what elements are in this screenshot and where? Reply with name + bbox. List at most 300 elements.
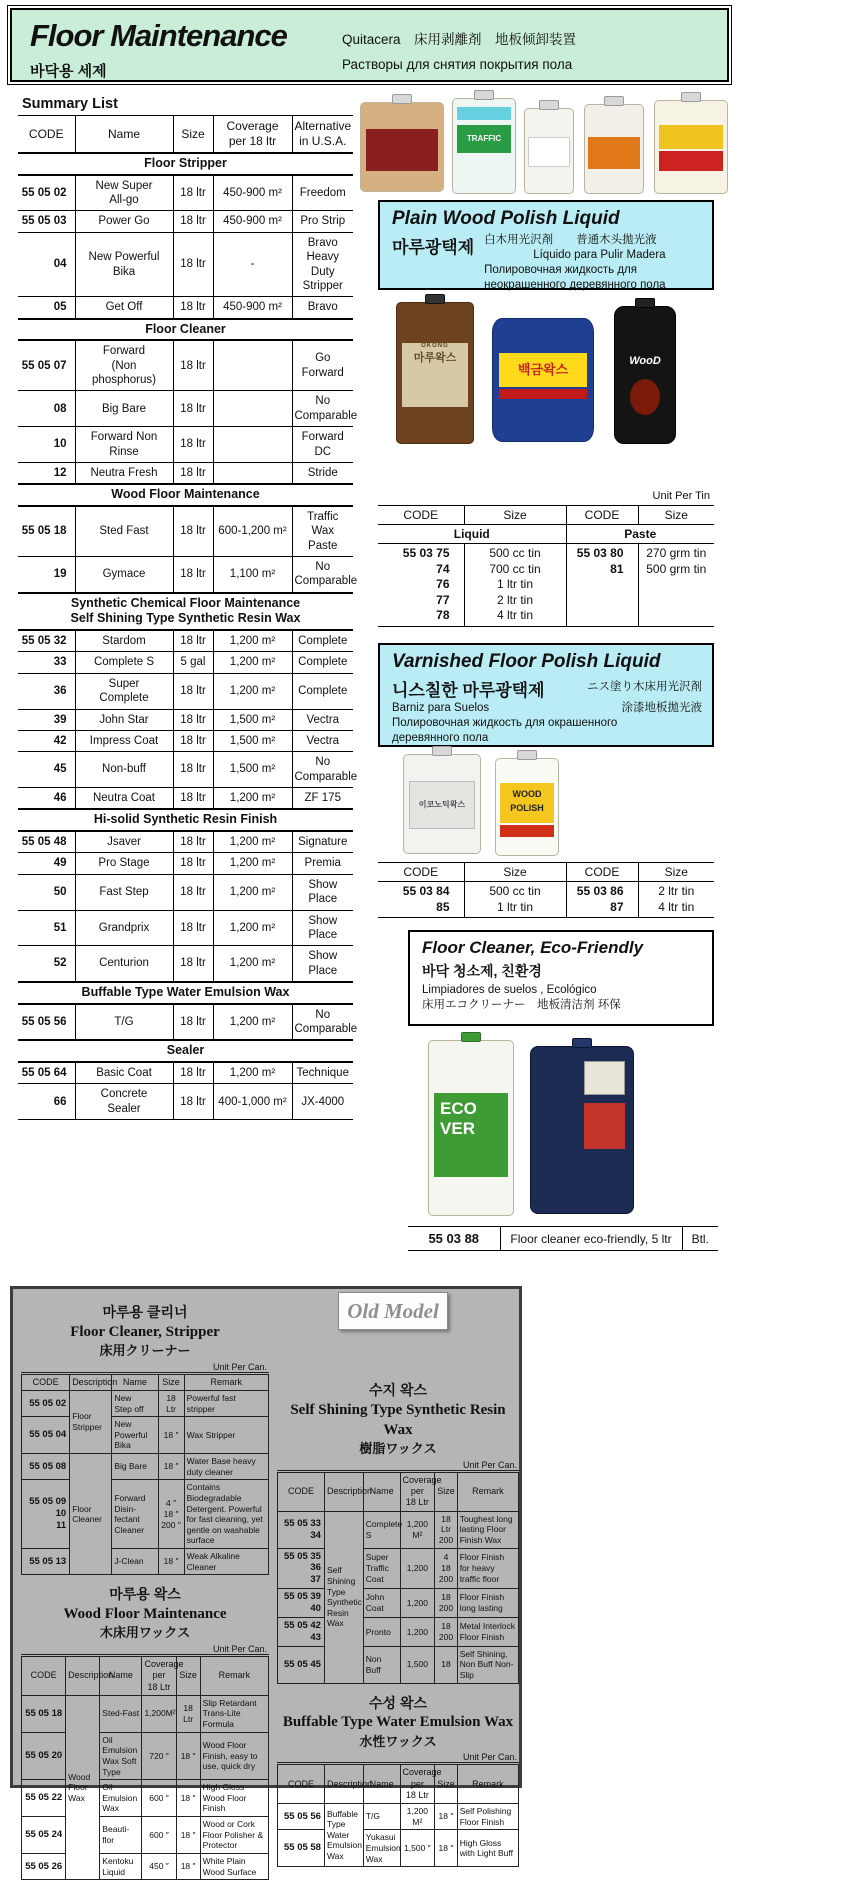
- old-column-header: Remark: [457, 1765, 518, 1804]
- header-titles: [30, 18, 330, 80]
- tin-code-cell: 55 03 80 81: [566, 544, 638, 627]
- old-table-row: [22, 1390, 269, 1416]
- summary-cell: Big Bare: [75, 391, 173, 427]
- eco-panel: [408, 930, 714, 1026]
- old-column-header: Size: [435, 1472, 457, 1511]
- summary-cell: 18 ltr: [173, 1084, 213, 1120]
- product-photo-yellow-label-jug: [654, 100, 728, 194]
- old-column-header: CODE: [22, 1657, 66, 1696]
- summary-cell: Pro Stage: [75, 853, 173, 874]
- summary-cell: [213, 427, 292, 463]
- bottle-cap: [432, 746, 452, 756]
- old-coverage-cell: 1,200: [400, 1548, 435, 1589]
- summary-cell: 18 ltr: [173, 297, 213, 319]
- summary-cell: 45: [18, 752, 75, 788]
- old-cleaner-japanese: 床用クリーナー: [99, 1343, 191, 1359]
- summary-cell: Pro Strip: [292, 211, 353, 232]
- summary-cell: Power Go: [75, 211, 173, 232]
- plain-wood-korean: 마루광택제: [392, 238, 475, 257]
- plain-wood-product-photos: [388, 298, 708, 448]
- old-remark-cell: High Gloss with Light Buff: [457, 1830, 518, 1867]
- old-table-row: [22, 1454, 269, 1480]
- summary-section-heading: Hi-solid Synthetic Resin Finish: [18, 809, 353, 831]
- tin-column-header: CODE: [566, 506, 638, 525]
- old-size-cell: 18 Ltr: [158, 1390, 184, 1416]
- summary-row: [18, 673, 353, 709]
- summary-section-row: [18, 593, 353, 630]
- summary-cell: 18 ltr: [173, 788, 213, 810]
- old-column-header: Remark: [457, 1472, 518, 1511]
- summary-cell: 1,200 m²: [213, 1062, 292, 1084]
- summary-cell: 18 ltr: [173, 391, 213, 427]
- summary-cell: 450-900 m²: [213, 297, 292, 319]
- old-coverage-cell: 450 ″: [142, 1853, 176, 1879]
- summary-row: [18, 1004, 353, 1041]
- old-remark-cell: Wood Floor Finish, easy to use, quick dry: [200, 1732, 268, 1780]
- tin-size-cell: 500 cc tin 1 ltr tin: [464, 882, 566, 918]
- old-name-cell: John Coat: [363, 1589, 400, 1618]
- summary-section-heading: Floor Stripper: [18, 153, 353, 175]
- summary-cell: John Star: [75, 709, 173, 730]
- old-model-left-column: [21, 1303, 269, 1890]
- summary-cell: 51: [18, 910, 75, 946]
- summary-cell: Super Complete: [75, 673, 173, 709]
- old-coverage-cell: 1,200M²: [142, 1695, 176, 1732]
- product-photo-baekgeum-tin: [492, 318, 594, 442]
- summary-cell: ZF 175: [292, 788, 353, 810]
- old-size-cell: 18 ″: [176, 1853, 200, 1879]
- summary-cell: Grandprix: [75, 910, 173, 946]
- summary-section-heading: Buffable Type Water Emulsion Wax: [18, 982, 353, 1004]
- old-name-cell: Super Traffic Coat: [363, 1548, 400, 1589]
- summary-cell: Freedom: [292, 175, 353, 211]
- summary-cell: 1,200 m²: [213, 788, 292, 810]
- summary-cell: Stardom: [75, 630, 173, 652]
- summary-cell: 55 05 56: [18, 1004, 75, 1041]
- eco-title: Floor Cleaner, Eco-Friendly: [422, 938, 644, 957]
- summary-cell: 05: [18, 297, 75, 319]
- flame-graphic: [630, 379, 660, 415]
- eco-table-row: [408, 1227, 718, 1251]
- plain-wood-panel: [378, 200, 714, 290]
- summary-cell: 1,500 m²: [213, 752, 292, 788]
- summary-cell: 42: [18, 730, 75, 751]
- summary-cell: 55 05 48: [18, 831, 75, 853]
- summary-row: [18, 910, 353, 946]
- summary-cell: Show Place: [292, 910, 353, 946]
- summary-cell: 50: [18, 874, 75, 910]
- summary-cell: Centurion: [75, 946, 173, 982]
- old-resin-english: Self Shining Type Synthetic Resin Wax: [290, 1401, 506, 1439]
- summary-row: [18, 175, 353, 211]
- old-model-panel: [10, 1286, 522, 1877]
- old-description-cell: Self Shining Type Synthetic Resin Wax: [324, 1511, 363, 1683]
- summary-cell: [213, 340, 292, 391]
- product-photo-ecover-bottle: [428, 1040, 514, 1216]
- old-column-header: Name: [100, 1657, 142, 1696]
- old-description-cell: Floor Stripper: [70, 1390, 112, 1453]
- summary-cell: Signature: [292, 831, 353, 853]
- old-header-row: [22, 1657, 269, 1696]
- summary-cell: 1,200 m²: [213, 630, 292, 652]
- summary-cell: Concrete Sealer: [75, 1084, 173, 1120]
- tin-group-paste: Paste: [566, 525, 714, 544]
- product-label-wood: WooD: [629, 355, 661, 367]
- product-label-wood-polish: WOOD POLISH: [500, 783, 555, 823]
- old-code-cell: 55 05 04: [22, 1417, 70, 1454]
- old-size-cell: 18 Ltr 200: [435, 1511, 457, 1548]
- summary-cell: 18 ltr: [173, 709, 213, 730]
- summary-header-row: [18, 116, 353, 154]
- old-name-cell: Kentoku Liquid: [100, 1853, 142, 1879]
- old-header-row: [278, 1472, 519, 1511]
- tin-size-cell: 500 cc tin 700 cc tin 1 ltr tin 2 ltr tin 4 ltr tin: [464, 544, 566, 627]
- old-resin-korean: 수지 왁스: [369, 1382, 427, 1398]
- old-name-cell: Sted-Fast: [100, 1695, 142, 1732]
- old-wood-japanese: 木床用ワックス: [99, 1625, 191, 1641]
- unit-per-can-note: Unit Per Can.: [21, 1644, 269, 1655]
- product-label: [366, 129, 438, 171]
- summary-cell: 18 ltr: [173, 211, 213, 232]
- summary-row: [18, 427, 353, 463]
- old-code-cell: 55 05 58: [278, 1830, 325, 1867]
- bottle-cap: [461, 1032, 481, 1042]
- old-column-header: CODE: [22, 1374, 70, 1390]
- old-name-cell: J-Clean: [112, 1549, 158, 1575]
- product-label: [584, 1103, 625, 1149]
- product-label: [659, 125, 722, 149]
- tin-column-header: Size: [638, 863, 714, 882]
- summary-row: [18, 874, 353, 910]
- summary-column-header: Name: [75, 116, 173, 154]
- unit-per-can-note: Unit Per Can.: [277, 1460, 519, 1471]
- summary-column-header: Size: [173, 116, 213, 154]
- varnished-es: Barniz para Suelos: [392, 702, 490, 714]
- summary-cell: Show Place: [292, 946, 353, 982]
- old-size-cell: 18 ″: [176, 1817, 200, 1854]
- old-name-cell: Pronto: [363, 1617, 400, 1646]
- old-resin-header: [277, 1381, 519, 1458]
- summary-cell: 1,500 m²: [213, 709, 292, 730]
- summary-cell: 1,100 m²: [213, 557, 292, 593]
- summary-cell: Technique: [292, 1062, 353, 1084]
- old-remark-cell: Slip Retardant Trans-Lite Formula: [200, 1695, 268, 1732]
- old-size-cell: 18 ″: [158, 1549, 184, 1575]
- summary-cell: 55 05 03: [18, 211, 75, 232]
- eco-code: 55 03 88: [408, 1227, 500, 1251]
- summary-section-row: [18, 982, 353, 1004]
- old-wood-english: Wood Floor Maintenance: [63, 1606, 227, 1623]
- old-code-cell: 55 05 20: [22, 1732, 66, 1780]
- summary-cell: Gymace: [75, 557, 173, 593]
- summary-row: [18, 652, 353, 673]
- old-name-cell: T/G: [363, 1804, 400, 1830]
- old-name-cell: Non Buff: [363, 1646, 400, 1683]
- product-label: [528, 137, 570, 167]
- product-label: [588, 137, 639, 169]
- summary-cell: Jsaver: [75, 831, 173, 853]
- summary-row: [18, 340, 353, 391]
- bottle-cap: [572, 1038, 592, 1048]
- old-column-header: Size: [158, 1374, 184, 1390]
- summary-cell: New Super All-go: [75, 175, 173, 211]
- old-code-cell: 55 05 08: [22, 1454, 70, 1480]
- old-coverage-cell: 1,500: [400, 1646, 435, 1683]
- summary-cell: 46: [18, 788, 75, 810]
- old-name-cell: Oil Emulsion Wax: [100, 1780, 142, 1817]
- old-remark-cell: Floor Finish long lasting: [457, 1589, 518, 1618]
- product-photo-orange-label-jug: [584, 104, 644, 194]
- translation-line-2: Растворы для снятия покрытия пола: [342, 57, 573, 72]
- product-label: [659, 151, 722, 171]
- summary-cell: 10: [18, 427, 75, 463]
- old-name-cell: Oil Emulsion Wax Soft Type: [100, 1732, 142, 1780]
- old-remark-cell: White Plain Wood Surface: [200, 1853, 268, 1879]
- summary-cell: 55 05 32: [18, 630, 75, 652]
- old-size-cell: 18 ″: [176, 1780, 200, 1817]
- summary-cell: Complete: [292, 652, 353, 673]
- summary-column-header: CODE: [18, 116, 75, 154]
- product-label-ecover: ECO VER: [434, 1093, 508, 1177]
- old-size-cell: 4 18 200: [435, 1548, 457, 1589]
- tin-size-cell: 270 grm tin 500 grm tin: [638, 544, 714, 627]
- summary-cell: Forward Non Rinse: [75, 427, 173, 463]
- eco-product-photos: [420, 1034, 660, 1220]
- old-code-cell: 55 05 02: [22, 1390, 70, 1416]
- old-coverage-cell: 1,200 M²: [400, 1804, 435, 1830]
- summary-cell: 18 ltr: [173, 340, 213, 391]
- old-column-header: Remark: [184, 1374, 268, 1390]
- old-table-row: [278, 1617, 519, 1646]
- old-description-cell: Buffable Type Water Emulsion Wax: [324, 1804, 363, 1867]
- summary-list-title: Summary List: [22, 96, 118, 112]
- summary-cell: Complete S: [75, 652, 173, 673]
- product-label-econo: 이코노틱왁스: [409, 781, 476, 829]
- summary-cell: Neutra Coat: [75, 788, 173, 810]
- eco-unit: Btl.: [682, 1227, 718, 1251]
- old-remark-cell: Wax Stripper: [184, 1417, 268, 1454]
- bottle-cap: [635, 298, 655, 308]
- product-photo-navy-jerry-can: [530, 1046, 634, 1214]
- summary-cell: T/G: [75, 1004, 173, 1041]
- summary-cell: 08: [18, 391, 75, 427]
- summary-cell: 18 ltr: [173, 232, 213, 297]
- summary-cell: 55 05 64: [18, 1062, 75, 1084]
- old-column-header: CODE: [278, 1765, 325, 1804]
- old-code-cell: 55 05 56: [278, 1804, 325, 1830]
- old-name-cell: New Powerful Bika: [112, 1417, 158, 1454]
- summary-cell: 1,200 m²: [213, 652, 292, 673]
- bottle-cap: [474, 90, 494, 100]
- old-code-cell: 55 05 24: [22, 1817, 66, 1854]
- old-table-row: [22, 1780, 269, 1817]
- summary-cell: Traffic Wax Paste: [292, 506, 353, 557]
- tin-data-row: [378, 544, 714, 627]
- old-table-row: [278, 1589, 519, 1618]
- summary-cell: 39: [18, 709, 75, 730]
- bottle-cap: [517, 750, 537, 760]
- summary-cell: 33: [18, 652, 75, 673]
- bottle-cap: [392, 94, 412, 104]
- summary-cell: 49: [18, 853, 75, 874]
- summary-section-row: [18, 809, 353, 831]
- old-size-cell: 18 Ltr: [176, 1695, 200, 1732]
- summary-cell: 18 ltr: [173, 630, 213, 652]
- plain-wood-title: Plain Wood Polish Liquid: [392, 208, 620, 229]
- old-model-badge: Old Model: [338, 1292, 448, 1330]
- page-title-korean: 바닥용 세제: [30, 63, 107, 80]
- product-label-traffic: TRAFFIC: [457, 125, 512, 153]
- summary-cell: Stride: [292, 462, 353, 484]
- summary-cell: 18 ltr: [173, 946, 213, 982]
- summary-cell: Complete: [292, 630, 353, 652]
- tin-group-liquid: Liquid: [378, 525, 566, 544]
- summary-cell: 1,200 m²: [213, 910, 292, 946]
- summary-cell: Neutra Fresh: [75, 462, 173, 484]
- old-size-cell: 18 ″: [176, 1732, 200, 1780]
- summary-cell: 18 ltr: [173, 853, 213, 874]
- summary-cell: No Comparable: [292, 557, 353, 593]
- page-title: Floor Maintenance: [30, 18, 287, 53]
- tin-column-header: Size: [464, 863, 566, 882]
- plain-wood-translations: [484, 233, 665, 293]
- old-name-cell: Yukasui Emulsion Wax: [363, 1830, 400, 1867]
- summary-column-header: Alternative in U.S.A.: [292, 116, 353, 154]
- tin-header-row: [378, 863, 714, 882]
- summary-cell: 55 05 07: [18, 340, 75, 391]
- old-coverage-cell: 600 ″: [142, 1817, 176, 1854]
- summary-cell: Complete: [292, 673, 353, 709]
- old-column-header: Description: [324, 1472, 363, 1511]
- old-column-header: CODE: [278, 1472, 325, 1511]
- summary-cell: 18 ltr: [173, 175, 213, 211]
- old-column-header: Name: [363, 1472, 400, 1511]
- old-buffable-japanese: 水性ワックス: [359, 1733, 437, 1749]
- old-code-cell: 55 05 09 10 11: [22, 1480, 70, 1549]
- summary-row: [18, 831, 353, 853]
- summary-cell: Sted Fast: [75, 506, 173, 557]
- summary-cell: 1,500 m²: [213, 730, 292, 751]
- old-table-row: [22, 1417, 269, 1454]
- tin-column-header: CODE: [378, 506, 464, 525]
- product-label: [584, 1061, 625, 1095]
- summary-cell: 18 ltr: [173, 557, 213, 593]
- product-label-baekgeum: 백금왁스: [499, 353, 587, 387]
- old-cleaner-header: [21, 1303, 269, 1360]
- varnished-title: Varnished Floor Polish Liquid: [392, 651, 661, 672]
- summary-cell: 19: [18, 557, 75, 593]
- old-table-row: [278, 1511, 519, 1548]
- old-remark-cell: Self Shining, Non Buff Non-Slip: [457, 1646, 518, 1683]
- old-remark-cell: High Gloss Wood Floor Finish: [200, 1780, 268, 1817]
- old-size-cell: 18: [435, 1646, 457, 1683]
- summary-cell: 66: [18, 1084, 75, 1120]
- old-code-cell: 55 05 42 43: [278, 1617, 325, 1646]
- old-size-cell: 18 200: [435, 1589, 457, 1618]
- summary-cell: -: [213, 232, 292, 297]
- summary-cell: JX-4000: [292, 1084, 353, 1120]
- old-name-cell: New Step off: [112, 1390, 158, 1416]
- summary-section-heading: Floor Cleaner: [18, 319, 353, 341]
- brand-okong: OKONG: [421, 343, 449, 349]
- label-maru-wax: 마루왁스: [413, 352, 457, 364]
- old-size-cell: 18 ″: [158, 1417, 184, 1454]
- summary-cell: Forward (Non phosphorus): [75, 340, 173, 391]
- old-column-header: Description: [66, 1657, 100, 1696]
- summary-cell: 18 ltr: [173, 673, 213, 709]
- summary-cell: 18 ltr: [173, 506, 213, 557]
- old-resin-table: [277, 1472, 519, 1684]
- old-coverage-cell: 600 ″: [142, 1780, 176, 1817]
- eco-korean: 바닥 청소제, 친환경: [422, 963, 542, 979]
- old-column-header: Coverage per 18 Ltr: [400, 1765, 435, 1804]
- old-size-cell: 4 ″ 18 ″ 200 ″: [158, 1480, 184, 1549]
- old-code-cell: 55 05 26: [22, 1853, 66, 1879]
- old-name-cell: Beauti- flor: [100, 1817, 142, 1854]
- summary-section-row: [18, 1040, 353, 1062]
- summary-cell: 1,200 m²: [213, 946, 292, 982]
- old-wood-table: [21, 1656, 269, 1880]
- summary-cell: Show Place: [292, 874, 353, 910]
- product-photo-white-jug: [524, 108, 574, 194]
- old-column-header: Coverage per 18 Ltr: [142, 1657, 176, 1696]
- varnished-zh: 涂漆地板拋光液: [621, 702, 702, 714]
- old-code-cell: 55 05 13: [22, 1549, 70, 1575]
- summary-section-row: [18, 153, 353, 175]
- old-buffable-table: [277, 1764, 519, 1867]
- summary-row: [18, 211, 353, 232]
- old-size-cell: 18 ″: [158, 1454, 184, 1480]
- summary-row: [18, 788, 353, 810]
- summary-cell: 55 05 02: [18, 175, 75, 211]
- old-wood-korean: 마루용 왁스: [109, 1586, 181, 1603]
- summary-cell: Bravo Heavy Duty Stripper: [292, 232, 353, 297]
- old-remark-cell: Metal Interlock Floor Finish: [457, 1617, 518, 1646]
- product-photo-traffic-jug: [452, 98, 516, 194]
- summary-row: [18, 297, 353, 319]
- old-column-header: Name: [112, 1374, 158, 1390]
- summary-cell: 400-1,000 m²: [213, 1084, 292, 1120]
- unit-per-can-note: Unit Per Can.: [277, 1752, 519, 1763]
- summary-row: [18, 1084, 353, 1120]
- summary-cell: 1,200 m²: [213, 874, 292, 910]
- product-photo-wood-polish-black-bottle: [614, 306, 676, 444]
- tin-column-header: CODE: [566, 863, 638, 882]
- summary-cell: Basic Coat: [75, 1062, 173, 1084]
- summary-cell: New Powerful Bika: [75, 232, 173, 297]
- plain-wood-ja-zh: 白木用光沢剤 普通木头拋光液: [484, 234, 657, 246]
- summary-cell: 18 ltr: [173, 1062, 213, 1084]
- tin-column-header: Size: [464, 506, 566, 525]
- bottle-cap: [604, 96, 624, 106]
- summary-section-heading: Synthetic Chemical Floor Maintenance Self Shining Type Synthetic Resin Wax: [18, 593, 353, 630]
- summary-cell: 1,200 m²: [213, 1004, 292, 1041]
- varnished-table: [378, 862, 714, 918]
- old-remark-cell: Contains Biodegradable Detergent. Powerful for fast cleaning, yet gentle on washable surface: [184, 1480, 268, 1549]
- summary-cell: 1,200 m²: [213, 673, 292, 709]
- top-product-photos: [356, 92, 732, 198]
- old-buffable-english: Buffable Type Water Emulsion Wax: [282, 1714, 514, 1731]
- product-photo-maru-wax-bottle: [396, 302, 474, 444]
- plain-wood-table: [378, 505, 714, 627]
- summary-cell: 18 ltr: [173, 462, 213, 484]
- summary-row: [18, 853, 353, 874]
- product-label: [500, 825, 555, 837]
- old-code-cell: 55 05 35 36 37: [278, 1548, 325, 1589]
- varnished-product-photos: [395, 752, 595, 856]
- summary-cell: 52: [18, 946, 75, 982]
- bottle-cap: [681, 92, 701, 102]
